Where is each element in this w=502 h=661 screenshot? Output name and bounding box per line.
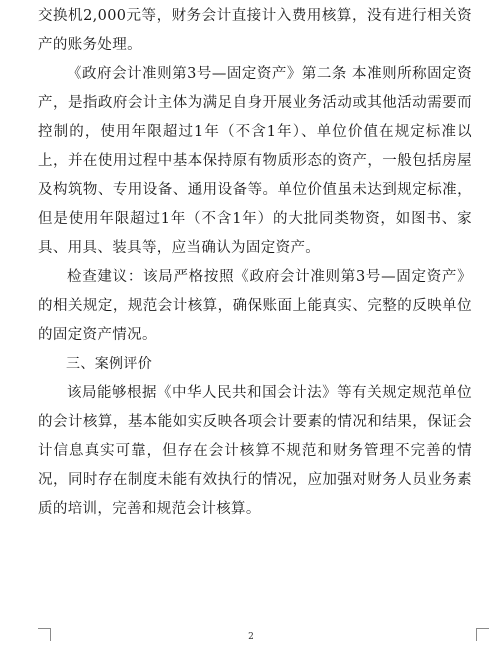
paragraph-standard-article: 《政府会计准则第3号—固定资产》第二条 本准则所称固定资产，是指政府会计主体为满足自身开展业务活动或其他活动需要而控制的，使用年限超过1年（不含1年）、单位价值在规定标准以上，并在使用过程中基本保持原有物质形态的资产，一般包括房屋及构筑物、专用设备、通用设备等。单位价值虽未达到规定标准，但是使用年限超过1年（不含1年）的大批同类物资，如图书、家具、用具、装具等，应当确认为固定资产。 [38,66,472,256]
document-body [38,2,472,524]
paragraph-inspection-advice: 检查建议：该局严格按照《政府会计准则第3号—固定资产》的相关规定，规范会计核算，确保账面上能真实、完整的反映单位的固定资产情况。 [38,269,472,343]
section-heading: 三、案例评价 [66,356,153,372]
page-number: 2 [248,632,254,642]
paragraph-evaluation: 该局能够根据《中华人民共和国会计法》等有关规定规范单位的会计核算，基本能如实反映各项会计要素的情况和结果，保证会计信息真实可靠，但存在会计核算不规范和财务管理不完善的情况，同时存在制度未能有效执行的情况，应加强对财务人员业务素质的培训，完善和规范会计核算。 [38,385,472,517]
paragraph-asset-treatment: 交换机2,000元等，财务会计直接计入费用核算，没有进行相关资产的账务处理。 [38,8,472,53]
